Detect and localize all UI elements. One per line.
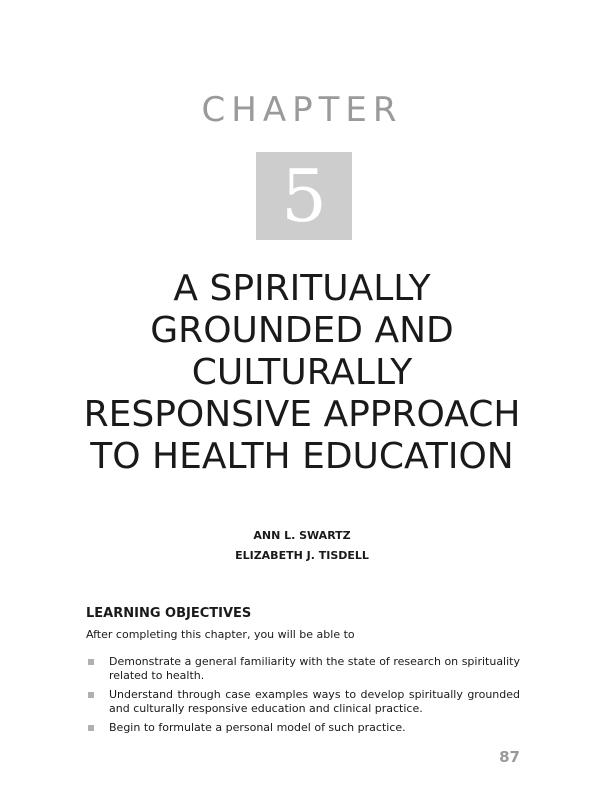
- authors: [0, 526, 604, 566]
- list-item: [86, 688, 520, 716]
- chapter-title-line: TO HEALTH EDUCATION: [90, 436, 514, 477]
- list-item: [86, 721, 520, 735]
- square-bullet-icon: [88, 659, 94, 665]
- objective-text: Understand through case examples ways to develop spiritually grounded and culturally responsive education and clinical practice.: [109, 688, 520, 715]
- chapter-title-line: RESPONSIVE APPROACH: [83, 394, 521, 435]
- chapter-title-line: A SPIRITUALLY: [173, 268, 431, 309]
- chapter-number-box: [256, 152, 352, 240]
- list-item: [86, 655, 520, 683]
- chapter-label: CHAPTER: [201, 90, 403, 130]
- chapter-title: [40, 268, 564, 478]
- square-bullet-icon: [88, 692, 94, 698]
- learning-objectives-list: [86, 655, 520, 740]
- chapter-title-line: CULTURALLY: [191, 352, 413, 393]
- objective-text: Begin to formulate a personal model of such practice.: [109, 721, 406, 734]
- page-number: 87: [499, 748, 520, 766]
- square-bullet-icon: [88, 725, 94, 731]
- author-name: ELIZABETH J. TISDELL: [235, 549, 369, 562]
- objective-text: Demonstrate a general familiarity with the state of research on spirituality related to health.: [109, 655, 520, 682]
- learning-objectives-intro: After completing this chapter, you will be able to: [86, 628, 355, 641]
- chapter-number: 5: [281, 154, 327, 238]
- learning-objectives-heading: LEARNING OBJECTIVES: [86, 606, 252, 621]
- author-name: ANN L. SWARTZ: [253, 529, 351, 542]
- chapter-title-line: GROUNDED AND: [150, 310, 454, 351]
